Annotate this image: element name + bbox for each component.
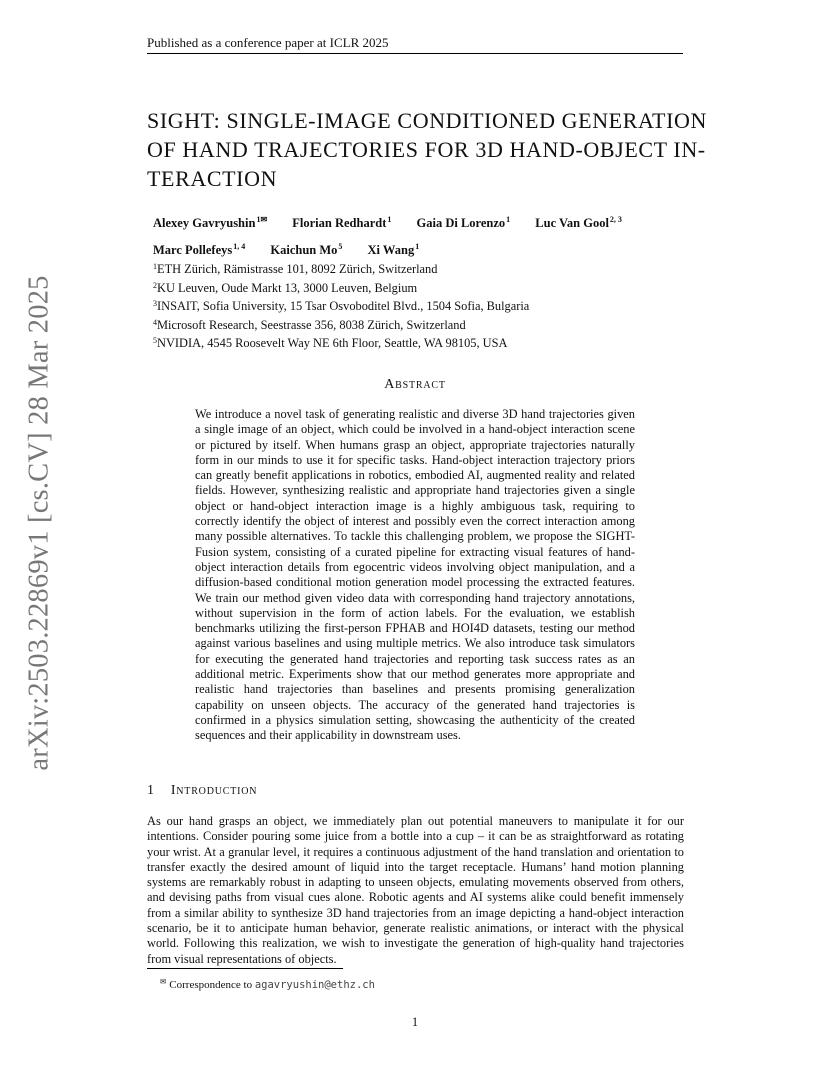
author-row bbox=[153, 208, 693, 235]
author bbox=[153, 216, 267, 230]
footnote bbox=[160, 975, 375, 992]
title-line: OF HAND TRAJECTORIES FOR 3D HAND-OBJECT IN- bbox=[147, 137, 706, 162]
affiliation-list bbox=[153, 259, 693, 352]
affiliation-text: KU Leuven, Oude Markt 13, 3000 Leuven, Belgium bbox=[157, 280, 418, 295]
author-name: Florian Redhardt bbox=[292, 216, 387, 230]
author-affil-mark: 2, 3 bbox=[609, 215, 622, 224]
affiliation-text: Microsoft Research, Seestrasse 356, 8038 Zürich, Switzerland bbox=[157, 317, 466, 332]
author bbox=[292, 216, 391, 230]
author-row bbox=[153, 235, 693, 262]
paper-title bbox=[147, 106, 707, 193]
arxiv-stamp bbox=[20, 274, 60, 771]
affiliation bbox=[153, 296, 693, 315]
author-affil-mark: 1✉ bbox=[256, 215, 268, 224]
title-line: TERACTION bbox=[147, 166, 278, 191]
running-header: Published as a conference paper at ICLR 2025 bbox=[147, 35, 683, 54]
author-name: Alexey Gavryushin bbox=[153, 216, 256, 230]
author-affil-mark: 1 bbox=[415, 242, 420, 251]
affiliation bbox=[153, 259, 693, 278]
author-name: Xi Wang bbox=[367, 243, 415, 257]
title-line: SIGHT: SINGLE-IMAGE CONDITIONED GENERATION bbox=[147, 108, 707, 133]
abstract-heading: Abstract bbox=[384, 377, 446, 392]
section-heading bbox=[147, 783, 683, 799]
author-affil-mark: 5 bbox=[338, 242, 343, 251]
author bbox=[368, 243, 420, 257]
page-number: 1 bbox=[411, 1015, 419, 1029]
author-name: Gaia Di Lorenzo bbox=[416, 216, 506, 230]
affiliation-number: 2 bbox=[153, 280, 157, 290]
author-name: Marc Pollefeys bbox=[153, 243, 233, 257]
author bbox=[270, 243, 342, 257]
affiliation-number: 4 bbox=[153, 317, 157, 327]
footnote-rule bbox=[147, 968, 343, 969]
affiliation-text: INSAIT, Sofia University, 15 Tsar Osvoboditel Blvd., 1504 Sofia, Bulgaria bbox=[157, 299, 530, 313]
affiliation bbox=[153, 278, 693, 297]
affiliation-text: NVIDIA, 4545 Roosevelt Way NE 6th Floor, Seattle, WA 98105, USA bbox=[157, 336, 508, 350]
affiliation-number: 1 bbox=[153, 262, 157, 271]
author-affil-mark: 1 bbox=[506, 215, 511, 224]
affiliation-text: ETH Zürich, Rämistrasse 101, 8092 Zürich, Switzerland bbox=[157, 262, 438, 276]
author bbox=[153, 243, 245, 257]
mail-icon: ✉ bbox=[160, 977, 167, 986]
affiliation-number: 5 bbox=[153, 336, 157, 345]
author-list bbox=[153, 208, 693, 262]
author bbox=[535, 216, 622, 230]
author bbox=[417, 216, 511, 230]
introduction-body: As our hand grasps an object, we immediately plan out potential maneuvers to manipulate it for our intentions. Consider pouring some juice from a bottle into a cup – it can be as straightforward as rotating your wrist. At a granular level, it requires a continuous adjustment of the hand translation and orientation to transfer exactly the desired amount of liquid into the target receptacle. Humans’ hand motion planning systems are remarkably robust in adapting to unseen objects, emulating movements observed from others, and devising paths from visual cues alone. Robotic agents and AI systems alike could benefit immensely from a similar ability to synthesize 3D hand trajectories from an image depicting a hand-object interaction scenario, be it to anticipate human behavior, generate realistic animations, or interact with the physical world. Following this realization, we wish to investigate the generation of high-quality hand trajectories from visual representations of objects. bbox=[147, 814, 684, 966]
author-affil-mark: 1 bbox=[387, 215, 392, 224]
author-affil-mark: 1, 4 bbox=[233, 242, 246, 251]
footnote-email[interactable]: agavryushin@ethz.ch bbox=[254, 979, 375, 991]
abstract-body: We introduce a novel task of generating realistic and diverse 3D hand trajectories given a single image of an object, which could be involved in a hand-object interaction scene or pictured by itself. When humans grasp an object, appropriate trajectories naturally form in our minds to use it for specific tasks. Hand-object interaction trajectory priors can greatly benefit applications in robotics, embodied AI, augmented reality and related fields. However, synthesizing realistic and appropriate hand trajectories given a single object or hand-object interaction image is a highly ambiguous task, requiring to correctly identify the object of interest and possibly even the correct interaction among many possible alternatives. To tackle this challenging problem, we propose the SIGHT-Fusion system, consisting of a curated pipeline for extracting visual features of hand-object interaction details from egocentric videos involving object manipulation, and a diffusion-based conditional motion generation model processing the extracted features. We train our method given video data with corresponding hand trajectory annotations, without supervision in the form of action labels. For the evaluation, we establish benchmarks utilizing the first-person FPHAB and HOI4D datasets, testing our method against various baselines and using multiple metrics. We also introduce task simulators for executing the generated hand trajectories and reporting task success rates as an additional metric. Experiments show that our method generates more appropriate and realistic hand trajectories than baselines and presents promising generalization capability on unseen objects. The accuracy of the generated hand trajectories is confirmed in a physics simulation setting, showcasing the authenticity of the created sequences and their applicability in downstream uses. bbox=[195, 407, 635, 743]
footnote-label: Correspondence to bbox=[169, 979, 253, 991]
affiliation bbox=[153, 333, 693, 352]
arxiv-stamp-text: arXiv:2503.22869v1 [cs.CV] 28 Mar 2025 bbox=[24, 274, 55, 771]
author-name: Luc Van Gool bbox=[535, 216, 609, 230]
affiliation-number: 3 bbox=[153, 299, 157, 308]
section-title: Introduction bbox=[170, 783, 258, 798]
section-number: 1 bbox=[147, 783, 155, 798]
author-name: Kaichun Mo bbox=[270, 243, 338, 257]
affiliation bbox=[153, 315, 693, 334]
